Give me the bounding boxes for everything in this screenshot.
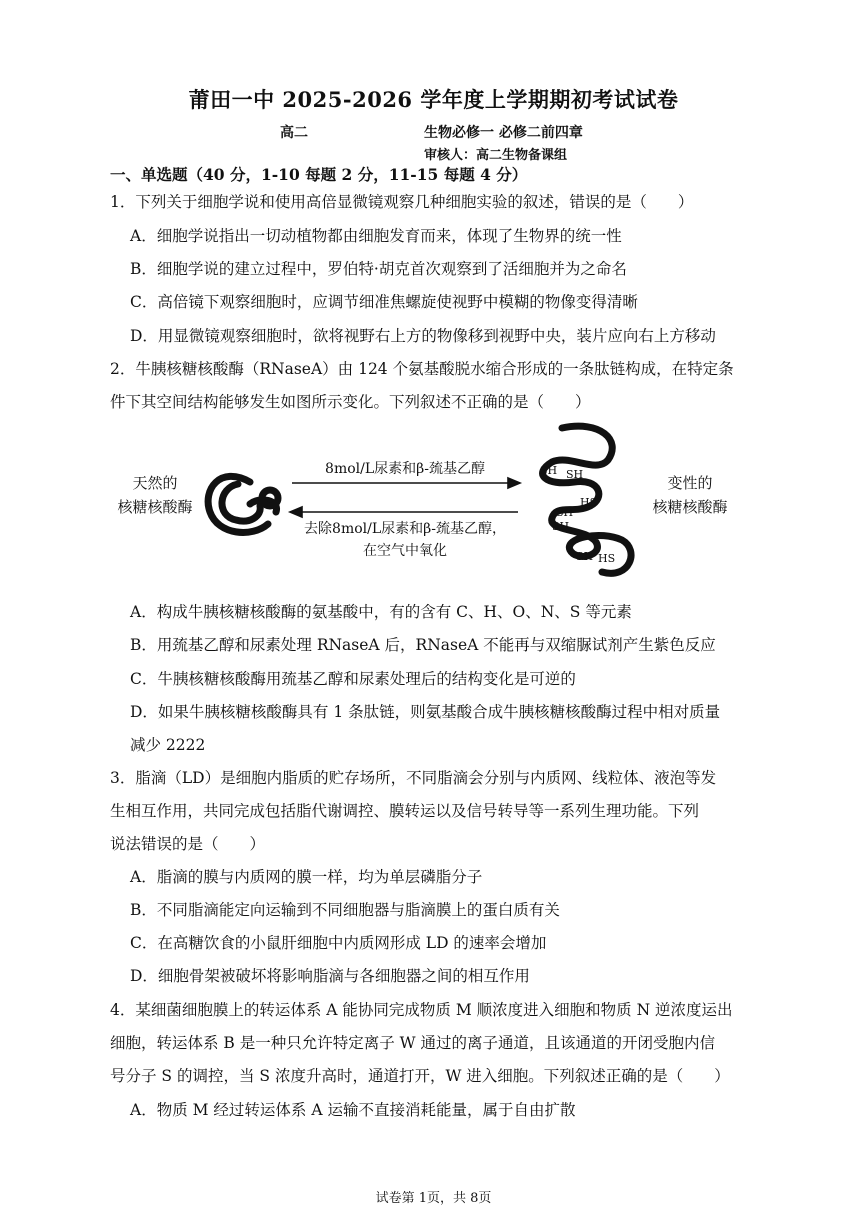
q1-option-a: A．细胞学说指出一切动植物都由细胞发育而来，体现了生物界的统一性 [130, 227, 622, 245]
q4-stem-line2: 细胞，转运体系 B 是一种只允许特定离子 W 通过的离子通道，且该通道的开闭受胞内信 [110, 1034, 716, 1052]
q3-option-c: C．在高糖饮食的小鼠肝细胞中内质网形成 LD 的速率会增加 [130, 934, 547, 952]
reverse-condition-2: 在空气中氧化 [363, 543, 447, 559]
q2-option-d-line1: D．如果牛胰核糖核酸酶具有 1 条肽链，则氨基酸合成牛胰核糖核酸酶过程中相对质量 [130, 703, 721, 721]
sh-group-2: SH [566, 468, 584, 481]
q2-stem-line1: 2．牛胰核糖核酸酶（RNaseA）由 124 个氨基酸脱水缩合形成的一条肽链构成，在特定条 [110, 360, 734, 378]
q2-option-b: B．用巯基乙醇和尿素处理 RNaseA 后，RNaseA 不能再与双缩脲试剂产生紫色反应 [130, 636, 716, 654]
hs-group-1: HS [580, 496, 598, 509]
native-label-1: 天然的 [132, 474, 178, 492]
native-enzyme-shape [208, 476, 278, 532]
sh-group-4: SH [552, 520, 570, 533]
q3-stem-line2: 生相互作用，共同完成包括脂代谢调控、膜转运以及信号转导等一系列生理功能。下列 [110, 802, 700, 820]
q2-option-c: C．牛胰核糖核酸酶用巯基乙醇和尿素处理后的结构变化是可逆的 [130, 670, 576, 688]
page-footer: 试卷第 1页，共 8页 [375, 1191, 492, 1206]
q1-option-d: D．用显微镜观察细胞时，欲将视野右上方的物像移到视野中央，装片应向右上方移动 [130, 327, 716, 345]
q3-option-a: A．脂滴的膜与内质网的膜一样，均为单层磷脂分子 [130, 868, 483, 886]
q2-stem-line2: 件下其空间结构能够发生如图所示变化。下列叙述不正确的是（ ） [110, 393, 591, 411]
reviewer-label: 审核人：高二生物备课组 [424, 148, 568, 163]
sh-group-5: SH [576, 550, 594, 563]
q3-option-d: D．细胞骨架被破坏将影响脂滴与各细胞器之间的相互作用 [130, 967, 530, 985]
forward-condition: 8mol/L尿素和β-巯基乙醇 [325, 461, 485, 477]
q3-option-b: B．不同脂滴能定向运输到不同细胞器与脂滴膜上的蛋白质有关 [130, 901, 560, 919]
reverse-condition-1: 去除8mol/L尿素和β-巯基乙醇， [304, 521, 506, 537]
section-heading: 一、单选题（40 分，1-10 每题 2 分，11-15 每题 4 分） [110, 165, 528, 184]
denatured-label-1: 变性的 [667, 474, 713, 492]
subject-label: 生物必修一 必修二前四章 [424, 125, 583, 141]
sh-group-3: SH [556, 506, 574, 519]
q3-stem-line3: 说法错误的是（ ） [110, 835, 266, 853]
q1-option-b: B．细胞学说的建立过程中，罗伯特·胡克首次观察到了活细胞并为之命名 [130, 260, 627, 278]
denatured-label-2: 核糖核酸酶 [652, 498, 728, 516]
q1-option-c: C．高倍镜下观察细胞时，应调节细准焦螺旋使视野中模糊的物像变得清晰 [130, 293, 638, 311]
q4-option-a: A．物质 M 经过转运体系 A 运输不直接消耗能量，属于自由扩散 [130, 1101, 576, 1119]
q4-stem-line3: 号分子 S 的调控，当 S 浓度升高时，通道打开，W 进入细胞。下列叙述正确的是（ ） [110, 1067, 730, 1085]
q3-stem-line1: 3．脂滴（LD）是细胞内脂质的贮存场所，不同脂滴会分别与内质网、线粒体、液泡等发 [110, 769, 717, 787]
exam-title: 莆田一中 2025-2026 学年度上学期期初考试试卷 [188, 87, 679, 112]
reverse-arrow [290, 507, 518, 517]
grade-label: 高二 [280, 125, 308, 141]
native-label-2: 核糖核酸酶 [117, 498, 193, 516]
rnase-figure [100, 420, 760, 595]
sh-group-1: SH [540, 464, 558, 477]
forward-arrow [292, 478, 520, 488]
hs-group-2: HS [598, 552, 616, 565]
q1-stem: 1．下列关于细胞学说和使用高倍显微镜观察几种细胞实验的叙述，错误的是（ ） [110, 193, 694, 211]
q2-option-d-line2: 减少 2222 [130, 736, 206, 754]
q2-option-a: A．构成牛胰核糖核酸酶的氨基酸中，有的含有 C、H、O、N、S 等元素 [130, 603, 632, 621]
q4-stem-line1: 4．某细菌细胞膜上的转运体系 A 能协同完成物质 M 顺浓度进入细胞和物质 N 逆浓度运出 [110, 1001, 733, 1019]
